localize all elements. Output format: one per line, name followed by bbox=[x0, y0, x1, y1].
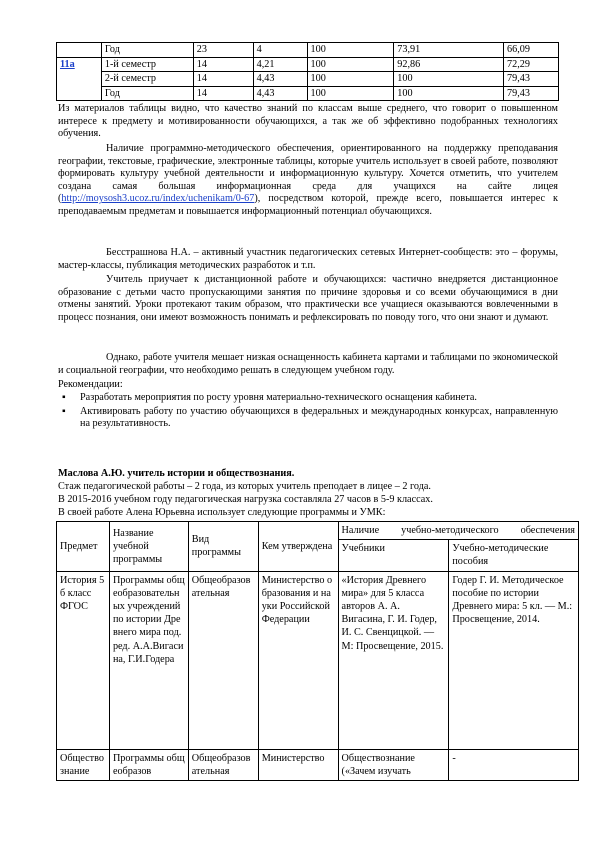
lyceum-site-link[interactable]: http://moysosh3.ucoz.ru/index/uchenikam/0-67 bbox=[61, 193, 255, 205]
table-row bbox=[57, 571, 579, 749]
list-item: ▪ Разработать мероприятия по росту уровня материально-технического оснащения кабинета. bbox=[58, 392, 558, 405]
value-cell: 23 bbox=[193, 43, 253, 58]
period-cell: 1-й семестр bbox=[101, 57, 193, 72]
header-textbooks: Учебники bbox=[338, 540, 449, 571]
list-item: ▪ Активировать работу по участию обучающихся в федеральных и международных конкурсах, направленную на результативность. bbox=[58, 406, 558, 431]
approved-by-cell: Министерство образования и науки Российской Федерации bbox=[258, 571, 338, 749]
program-name-cell: Программы общеобразов bbox=[109, 749, 188, 780]
table-header-row bbox=[57, 522, 579, 540]
value-cell: 92,86 bbox=[394, 57, 504, 72]
value-cell: 100 bbox=[394, 72, 504, 87]
value-cell: 100 bbox=[307, 86, 394, 101]
teacher-programs-intro: В своей работе Алена Юрьевна использует следующие программы и УМК: bbox=[58, 507, 386, 518]
header-program-name: Название учебной программы bbox=[109, 522, 188, 572]
manuals-cell: - bbox=[449, 749, 579, 780]
subject-cell: Обществознание bbox=[57, 749, 110, 780]
value-cell: 4 bbox=[253, 43, 307, 58]
value-cell: 100 bbox=[307, 72, 394, 87]
value-cell: 100 bbox=[307, 43, 394, 58]
textbooks-cell: «История Древнего мира» для 5 класса авторов А. А. Вигасина, Г. И. Годер, И. С. Свенцицкой. — М: Просвещение, 2015. bbox=[338, 571, 449, 749]
period-cell: Год bbox=[101, 86, 193, 101]
subject-cell: История 5 б класс ФГОС bbox=[57, 571, 110, 749]
value-cell: 4,21 bbox=[253, 57, 307, 72]
period-cell: Год bbox=[101, 43, 193, 58]
paragraph-software-end: ), посредством которой, прежде всего, повышается интерес к преподаваемым предметам и повышается информационный потенциал обучающихся. bbox=[58, 193, 558, 217]
value-cell: 73,91 bbox=[394, 43, 504, 58]
header-subject: Предмет bbox=[57, 522, 110, 572]
header-approved-by: Кем утверждена bbox=[258, 522, 338, 572]
program-type-cell: Общеобразовательная bbox=[188, 571, 258, 749]
paragraph-quality: Из материалов таблицы видно, что качество знаний по классам выше среднего, что говорит о повышенном интересе к предмету и мотивированности обучающихся, а так же об эффективно подобранных технологиях обучения. bbox=[58, 103, 558, 140]
approved-by-cell: Министерство bbox=[258, 749, 338, 780]
header-manuals: Учебно-методические пособия bbox=[449, 540, 579, 571]
value-cell: 79,43 bbox=[504, 72, 559, 87]
table-row bbox=[57, 86, 559, 101]
class-cell bbox=[57, 43, 102, 58]
value-cell: 4,43 bbox=[253, 86, 307, 101]
class-cell bbox=[57, 57, 102, 101]
value-cell: 100 bbox=[394, 86, 504, 101]
value-cell: 4,43 bbox=[253, 72, 307, 87]
table-row bbox=[57, 57, 559, 72]
value-cell: 100 bbox=[307, 57, 394, 72]
header-program-type: Вид программы bbox=[188, 522, 258, 572]
paragraph-software-text: Наличие программно-методического обеспечения, ориентированного на поддержку преподавания географии, текстовые, графические, электронные таблицы, которые учитель использует в своей работе, позволяют формировать культуру учебной деятельности и информационную культуру. Хочется отметить, что учителем создана самая большая информационная среда для учащихся на сайте лицея ( bbox=[58, 143, 558, 205]
period-cell: 2-й семестр bbox=[101, 72, 193, 87]
value-cell: 14 bbox=[193, 57, 253, 72]
manuals-cell: Годер Г. И. Методическое пособие по истории Древнего мира: 5 кл. — М.: Просвещение, 2014. bbox=[449, 571, 579, 749]
table-row bbox=[57, 749, 579, 780]
grades-table bbox=[56, 42, 559, 101]
value-cell: 14 bbox=[193, 72, 253, 87]
paragraph-equipment: Однако, работе учителя мешает низкая оснащенность кабинета картами и таблицами по экономической и социальной географии, что необходимо решать в следующем учебном году. bbox=[58, 352, 558, 376]
header-support: Наличие учебно-методического обеспечения bbox=[338, 522, 578, 540]
programs-table bbox=[56, 521, 579, 781]
program-type-cell: Общеобразовательная bbox=[188, 749, 258, 780]
value-cell: 14 bbox=[193, 86, 253, 101]
value-cell: 79,43 bbox=[504, 86, 559, 101]
teacher-experience: Стаж педагогической работы – 2 года, из которых учитель преподает в лицее – 2 года. bbox=[58, 481, 431, 492]
textbooks-cell: Обществознание («Зачем изучать bbox=[338, 749, 449, 780]
paragraph-distance: Учитель приучает к дистанционной работе и обучающихся: частично внедряется дистанционное образование с детьми часто пропускающими занятия по причине здоровья и со всеми обучающимися в дни отмены занятий. Уроки протекают таким образом, что практически все учащиеся оказываются вовлеченными в процесс познания, они имеют возможность понимать и рефлексировать по поводу того, что они знают и думают. bbox=[58, 274, 558, 323]
recommendations-list bbox=[58, 392, 558, 432]
recommendations-title: Рекомендации: bbox=[58, 379, 123, 390]
paragraph-software bbox=[58, 143, 558, 219]
program-name-cell: Программы общеобразовательных учреждений по истории Древнего мира под. ред. А.А.Вигасина, Г.И.Годера bbox=[109, 571, 188, 749]
table-row bbox=[57, 72, 559, 87]
paragraph-network: Бесстрашнова Н.А. – активный участник педагогических сетевых Интернет-сообществ: это – форумы, мастер-классы, публикация методических разработок и т.п. bbox=[58, 247, 558, 271]
value-cell: 66,09 bbox=[504, 43, 559, 58]
teacher-workload: В 2015-2016 учебном году педагогическая нагрузка составляла 27 часов в 5-9 классах. bbox=[58, 494, 433, 505]
value-cell: 72,29 bbox=[504, 57, 559, 72]
class-link[interactable]: 11а bbox=[60, 58, 75, 70]
table-row bbox=[57, 43, 559, 58]
teacher-heading: Маслова А.Ю. учитель истории и обществознания. bbox=[58, 468, 295, 479]
